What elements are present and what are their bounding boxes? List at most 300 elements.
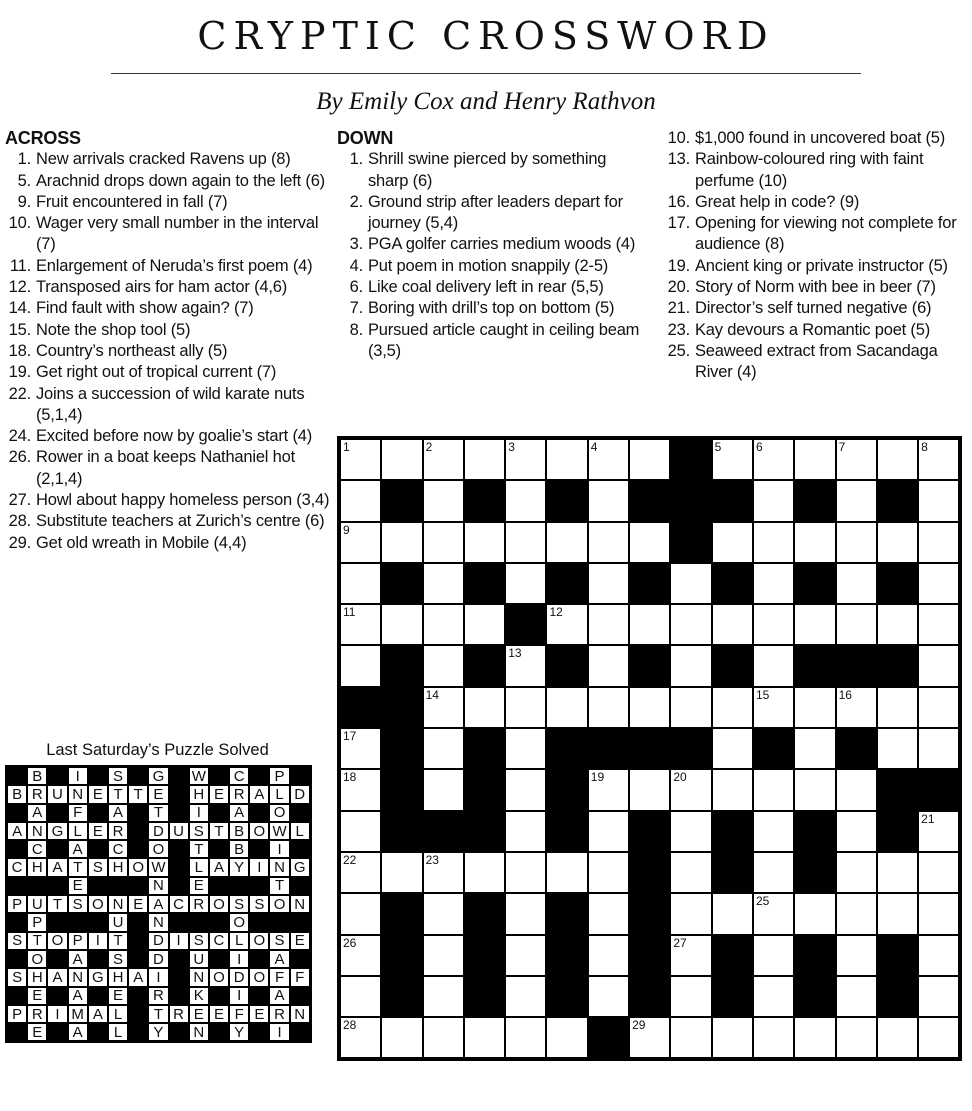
answer-cell[interactable] xyxy=(588,645,629,686)
solved-letter-cell: L xyxy=(68,822,88,840)
answer-cell[interactable] xyxy=(712,604,753,645)
answer-cell[interactable] xyxy=(836,935,877,976)
answer-cell[interactable] xyxy=(877,852,918,893)
answer-cell[interactable] xyxy=(836,480,877,521)
answer-cell[interactable] xyxy=(753,480,794,521)
cell-number: 3 xyxy=(508,440,515,454)
black-cell xyxy=(464,976,505,1017)
black-cell xyxy=(588,728,629,769)
grid-row xyxy=(340,935,959,976)
black-cell xyxy=(381,645,422,686)
black-cell xyxy=(381,563,422,604)
answer-cell[interactable] xyxy=(588,522,629,563)
answer-cell[interactable] xyxy=(546,687,587,728)
answer-cell[interactable] xyxy=(423,480,464,521)
answer-cell[interactable] xyxy=(877,439,918,480)
solved-letter-cell: O xyxy=(27,950,47,968)
solved-black-cell xyxy=(290,767,310,785)
answer-cell[interactable] xyxy=(588,852,629,893)
answer-cell[interactable] xyxy=(423,852,464,893)
black-cell xyxy=(712,976,753,1017)
black-cell xyxy=(588,1017,629,1058)
across-clue xyxy=(5,426,330,447)
answer-cell[interactable] xyxy=(670,769,711,810)
black-cell xyxy=(546,811,587,852)
answer-cell[interactable] xyxy=(340,439,381,480)
clue-text: $1,000 found in uncovered boat (5) xyxy=(695,129,946,147)
grid-row xyxy=(340,439,959,480)
answer-cell[interactable] xyxy=(794,604,835,645)
solved-black-cell xyxy=(47,987,67,1005)
answer-cell[interactable] xyxy=(381,439,422,480)
solved-black-cell xyxy=(249,1023,269,1041)
answer-cell[interactable] xyxy=(670,976,711,1017)
answer-cell[interactable] xyxy=(712,893,753,934)
answer-cell[interactable] xyxy=(423,687,464,728)
answer-cell[interactable] xyxy=(794,769,835,810)
clue-number: 26. xyxy=(8,448,31,467)
solved-row xyxy=(7,877,310,895)
answer-cell[interactable] xyxy=(670,645,711,686)
clue-number: 28. xyxy=(8,512,31,531)
solved-black-cell xyxy=(7,767,27,785)
answer-cell[interactable] xyxy=(588,811,629,852)
clue-text: Ancient king or private instructor (5) xyxy=(695,256,948,275)
across-clue xyxy=(5,511,330,532)
answer-cell[interactable] xyxy=(877,893,918,934)
solved-letter-cell: A xyxy=(68,1023,88,1041)
solved-letter-cell: I xyxy=(47,1005,67,1023)
answer-cell[interactable] xyxy=(629,687,670,728)
black-cell xyxy=(546,769,587,810)
clue-text: Kay devours a Romantic poet (5) xyxy=(695,320,930,339)
answer-cell[interactable] xyxy=(629,1017,670,1058)
solved-black-cell xyxy=(128,1023,148,1041)
answer-cell[interactable] xyxy=(794,687,835,728)
down-clue xyxy=(664,192,972,213)
answer-cell[interactable] xyxy=(588,976,629,1017)
clue-number: 17. xyxy=(667,214,690,233)
black-cell xyxy=(877,811,918,852)
solved-letter-cell: A xyxy=(249,785,269,803)
solved-letter-cell: T xyxy=(209,822,229,840)
answer-cell[interactable] xyxy=(505,893,546,934)
solved-letter-cell: W xyxy=(269,822,289,840)
cell-number: 15 xyxy=(755,687,770,702)
black-cell xyxy=(546,645,587,686)
answer-cell[interactable] xyxy=(588,687,629,728)
answer-cell[interactable] xyxy=(505,1017,546,1058)
solved-black-cell xyxy=(169,767,189,785)
grid-row xyxy=(340,604,959,645)
answer-cell[interactable] xyxy=(423,769,464,810)
answer-cell[interactable] xyxy=(753,439,794,480)
solved-black-cell xyxy=(7,877,27,895)
clue-number: 10. xyxy=(667,129,690,147)
across-clue xyxy=(5,384,330,427)
solved-black-cell xyxy=(88,1023,108,1041)
clue-text: Country’s northeast ally (5) xyxy=(36,341,228,360)
answer-cell[interactable] xyxy=(505,769,546,810)
clue-number: 23. xyxy=(667,320,690,339)
clue-text: Substitute teachers at Zurich’s centre (6) xyxy=(36,512,325,531)
black-cell xyxy=(423,811,464,852)
answer-cell[interactable] xyxy=(836,976,877,1017)
answer-cell[interactable] xyxy=(918,976,959,1017)
answer-cell[interactable] xyxy=(505,563,546,604)
black-cell xyxy=(629,811,670,852)
solved-letter-cell: L xyxy=(229,932,249,950)
answer-cell[interactable] xyxy=(794,522,835,563)
cell-number: 1 xyxy=(343,440,350,454)
solved-black-cell xyxy=(189,913,209,931)
answer-cell[interactable] xyxy=(753,687,794,728)
solved-letter-cell: A xyxy=(68,987,88,1005)
answer-cell[interactable] xyxy=(464,852,505,893)
answer-cell[interactable] xyxy=(423,439,464,480)
answer-cell[interactable] xyxy=(918,439,959,480)
answer-cell[interactable] xyxy=(588,439,629,480)
black-cell xyxy=(464,645,505,686)
answer-cell[interactable] xyxy=(546,1017,587,1058)
black-cell xyxy=(877,769,918,810)
answer-cell[interactable] xyxy=(505,439,546,480)
solved-letter-cell: K xyxy=(189,987,209,1005)
answer-cell[interactable] xyxy=(753,563,794,604)
answer-cell[interactable] xyxy=(918,893,959,934)
solved-black-cell xyxy=(290,950,310,968)
solved-letter-cell: N xyxy=(148,913,168,931)
solved-letter-cell: U xyxy=(108,913,128,931)
answer-cell[interactable] xyxy=(712,439,753,480)
answer-cell[interactable] xyxy=(918,852,959,893)
answer-cell[interactable] xyxy=(836,522,877,563)
answer-cell[interactable] xyxy=(505,480,546,521)
solved-letter-cell: D xyxy=(148,932,168,950)
answer-cell[interactable] xyxy=(588,769,629,810)
answer-cell[interactable] xyxy=(918,687,959,728)
answer-cell[interactable] xyxy=(712,769,753,810)
solved-letter-cell: O xyxy=(269,895,289,913)
answer-cell[interactable] xyxy=(381,604,422,645)
solved-letter-cell: H xyxy=(108,858,128,876)
solved-letter-cell: O xyxy=(269,804,289,822)
answer-cell[interactable] xyxy=(505,687,546,728)
cell-number: 20 xyxy=(673,770,687,785)
answer-cell[interactable] xyxy=(918,935,959,976)
answer-cell[interactable] xyxy=(753,645,794,686)
answer-cell[interactable] xyxy=(546,604,587,645)
clue-number: 19. xyxy=(8,363,31,382)
answer-cell[interactable] xyxy=(546,522,587,563)
solved-letter-cell: E xyxy=(148,785,168,803)
solved-letter-cell: H xyxy=(108,968,128,986)
answer-cell[interactable] xyxy=(629,769,670,810)
black-cell xyxy=(381,687,422,728)
answer-cell[interactable] xyxy=(877,1017,918,1058)
answer-cell[interactable] xyxy=(712,1017,753,1058)
answer-cell[interactable] xyxy=(464,522,505,563)
answer-cell[interactable] xyxy=(712,522,753,563)
solved-black-cell xyxy=(88,950,108,968)
answer-cell[interactable] xyxy=(340,935,381,976)
answer-cell[interactable] xyxy=(836,893,877,934)
solved-letter-cell: U xyxy=(189,950,209,968)
answer-cell[interactable] xyxy=(505,522,546,563)
solved-letter-cell: L xyxy=(108,1023,128,1041)
solved-black-cell xyxy=(7,1023,27,1041)
answer-cell[interactable] xyxy=(340,811,381,852)
answer-cell[interactable] xyxy=(546,439,587,480)
answer-cell[interactable] xyxy=(918,522,959,563)
down-clue-list-continued xyxy=(664,128,972,384)
answer-cell[interactable] xyxy=(423,935,464,976)
across-clue xyxy=(5,447,330,490)
black-cell xyxy=(381,480,422,521)
answer-cell[interactable] xyxy=(836,852,877,893)
solved-black-cell xyxy=(169,877,189,895)
black-cell xyxy=(464,563,505,604)
solved-letter-cell: P xyxy=(27,913,47,931)
solved-black-cell xyxy=(169,968,189,986)
answer-cell[interactable] xyxy=(794,439,835,480)
answer-cell[interactable] xyxy=(712,728,753,769)
answer-cell[interactable] xyxy=(588,604,629,645)
answer-cell[interactable] xyxy=(670,563,711,604)
solved-black-cell xyxy=(209,987,229,1005)
answer-cell[interactable] xyxy=(588,893,629,934)
cell-number: 11 xyxy=(343,605,356,620)
clue-text: Enlargement of Neruda’s first poem (4) xyxy=(36,256,313,275)
answer-cell[interactable] xyxy=(629,604,670,645)
answer-cell[interactable] xyxy=(340,645,381,686)
black-cell xyxy=(546,935,587,976)
solved-letter-cell: S xyxy=(108,767,128,785)
answer-cell[interactable] xyxy=(505,976,546,1017)
answer-cell[interactable] xyxy=(753,604,794,645)
solved-letter-cell: L xyxy=(189,858,209,876)
clue-text: Joins a succession of wild karate nuts (5,1,4) xyxy=(36,384,305,424)
solved-letter-cell: E xyxy=(290,932,310,950)
black-cell xyxy=(464,728,505,769)
answer-cell[interactable] xyxy=(423,645,464,686)
answer-cell[interactable] xyxy=(877,687,918,728)
answer-cell[interactable] xyxy=(464,1017,505,1058)
answer-cell[interactable] xyxy=(340,604,381,645)
solved-letter-cell: T xyxy=(269,877,289,895)
cell-number: 28 xyxy=(343,1018,357,1033)
answer-cell[interactable] xyxy=(423,1017,464,1058)
answer-cell[interactable] xyxy=(753,769,794,810)
answer-cell[interactable] xyxy=(629,522,670,563)
answer-cell[interactable] xyxy=(381,1017,422,1058)
black-cell xyxy=(381,976,422,1017)
answer-cell[interactable] xyxy=(918,645,959,686)
answer-cell[interactable] xyxy=(340,563,381,604)
answer-cell[interactable] xyxy=(670,811,711,852)
solved-letter-cell: A xyxy=(68,950,88,968)
answer-cell[interactable] xyxy=(505,645,546,686)
answer-cell[interactable] xyxy=(588,480,629,521)
solved-letter-cell: A xyxy=(148,895,168,913)
clue-text: Howl about happy homeless person (3,4) xyxy=(36,491,330,510)
answer-cell[interactable] xyxy=(794,1017,835,1058)
answer-cell[interactable] xyxy=(505,728,546,769)
answer-cell[interactable] xyxy=(753,935,794,976)
answer-cell[interactable] xyxy=(505,852,546,893)
answer-cell[interactable] xyxy=(423,728,464,769)
answer-cell[interactable] xyxy=(877,728,918,769)
answer-cell[interactable] xyxy=(753,522,794,563)
solved-letter-cell: E xyxy=(189,877,209,895)
solved-letter-cell: N xyxy=(108,895,128,913)
answer-cell[interactable] xyxy=(423,604,464,645)
solved-black-cell xyxy=(47,804,67,822)
solved-letter-cell: T xyxy=(189,840,209,858)
solved-letter-cell: H xyxy=(189,785,209,803)
answer-cell[interactable] xyxy=(340,522,381,563)
clue-text: Like coal delivery left in rear (5,5) xyxy=(368,278,604,297)
grid-row xyxy=(340,852,959,893)
answer-cell[interactable] xyxy=(753,811,794,852)
black-cell xyxy=(464,935,505,976)
answer-cell[interactable] xyxy=(753,893,794,934)
answer-cell[interactable] xyxy=(836,563,877,604)
across-clue xyxy=(5,298,330,319)
answer-cell[interactable] xyxy=(670,1017,711,1058)
clue-text: Pursued article caught in ceiling beam (3,5) xyxy=(368,320,640,360)
answer-cell[interactable] xyxy=(670,935,711,976)
black-cell xyxy=(546,563,587,604)
black-cell xyxy=(753,728,794,769)
clue-number: 7. xyxy=(349,299,363,318)
answer-cell[interactable] xyxy=(836,604,877,645)
solved-black-cell xyxy=(290,840,310,858)
answer-cell[interactable] xyxy=(918,604,959,645)
grid-row xyxy=(340,645,959,686)
answer-cell[interactable] xyxy=(918,563,959,604)
solved-row xyxy=(7,950,310,968)
answer-cell[interactable] xyxy=(423,976,464,1017)
solved-letter-cell: T xyxy=(148,804,168,822)
clue-text: Great help in code? (9) xyxy=(695,192,860,211)
black-cell xyxy=(794,563,835,604)
answer-cell[interactable] xyxy=(588,935,629,976)
solved-row xyxy=(7,840,310,858)
answer-cell[interactable] xyxy=(836,1017,877,1058)
black-cell xyxy=(712,935,753,976)
answer-cell[interactable] xyxy=(464,439,505,480)
solved-letter-cell: C xyxy=(229,767,249,785)
answer-cell[interactable] xyxy=(381,852,422,893)
answer-cell[interactable] xyxy=(712,687,753,728)
answer-cell[interactable] xyxy=(340,852,381,893)
answer-cell[interactable] xyxy=(836,439,877,480)
answer-cell[interactable] xyxy=(423,522,464,563)
answer-cell[interactable] xyxy=(918,1017,959,1058)
answer-cell[interactable] xyxy=(464,604,505,645)
solved-letter-cell: Y xyxy=(229,858,249,876)
grid-row xyxy=(340,687,959,728)
answer-cell[interactable] xyxy=(877,604,918,645)
answer-cell[interactable] xyxy=(340,728,381,769)
solved-letter-cell: A xyxy=(88,1005,108,1023)
answer-cell[interactable] xyxy=(381,522,422,563)
solved-letter-cell: I xyxy=(88,932,108,950)
answer-cell[interactable] xyxy=(753,852,794,893)
down-clue xyxy=(337,298,642,319)
answer-cell[interactable] xyxy=(918,728,959,769)
clue-number: 14. xyxy=(8,299,31,318)
answer-cell[interactable] xyxy=(836,811,877,852)
answer-cell[interactable] xyxy=(670,687,711,728)
solved-black-cell xyxy=(209,913,229,931)
answer-cell[interactable] xyxy=(670,893,711,934)
clue-number: 2. xyxy=(349,192,363,211)
answer-cell[interactable] xyxy=(918,811,959,852)
cell-number: 21 xyxy=(921,811,935,826)
solved-grid xyxy=(5,765,312,1043)
answer-cell[interactable] xyxy=(464,687,505,728)
clue-text: Ground strip after leaders depart for journey (5,4) xyxy=(368,192,623,233)
answer-cell[interactable] xyxy=(505,811,546,852)
clue-text: Wager very small number in the interval (7) xyxy=(36,214,319,254)
solved-row xyxy=(7,932,310,950)
solved-letter-cell: P xyxy=(7,1005,27,1023)
answer-cell[interactable] xyxy=(340,893,381,934)
answer-cell[interactable] xyxy=(423,893,464,934)
answer-cell[interactable] xyxy=(877,522,918,563)
solved-black-cell xyxy=(209,1023,229,1041)
answer-cell[interactable] xyxy=(918,480,959,521)
answer-cell[interactable] xyxy=(546,852,587,893)
solved-black-cell xyxy=(47,877,67,895)
answer-cell[interactable] xyxy=(340,976,381,1017)
answer-cell[interactable] xyxy=(836,769,877,810)
answer-cell[interactable] xyxy=(753,1017,794,1058)
answer-cell[interactable] xyxy=(340,769,381,810)
answer-cell[interactable] xyxy=(340,1017,381,1058)
answer-cell[interactable] xyxy=(836,687,877,728)
answer-cell[interactable] xyxy=(505,935,546,976)
answer-cell[interactable] xyxy=(423,563,464,604)
answer-cell[interactable] xyxy=(753,976,794,1017)
answer-cell[interactable] xyxy=(340,480,381,521)
solved-letter-cell: U xyxy=(169,822,189,840)
answer-cell[interactable] xyxy=(588,563,629,604)
solved-letter-cell: I xyxy=(269,1023,289,1041)
clue-text: Shrill swine pierced by something sharp (6) xyxy=(368,150,607,190)
solved-letter-cell: S xyxy=(229,895,249,913)
solved-letter-cell: N xyxy=(269,858,289,876)
solved-letter-cell: I xyxy=(229,950,249,968)
cell-number: 9 xyxy=(343,522,350,537)
across-clue xyxy=(5,213,330,256)
solved-black-cell xyxy=(269,913,289,931)
answer-cell[interactable] xyxy=(670,604,711,645)
answer-cell[interactable] xyxy=(629,439,670,480)
solved-black-cell xyxy=(88,987,108,1005)
solved-letter-cell: A xyxy=(209,858,229,876)
grid-row xyxy=(340,976,959,1017)
across-clue xyxy=(5,533,330,554)
black-cell xyxy=(546,893,587,934)
cell-number: 29 xyxy=(632,1018,646,1033)
solved-letter-cell: N xyxy=(68,785,88,803)
answer-cell[interactable] xyxy=(794,893,835,934)
answer-cell[interactable] xyxy=(670,852,711,893)
answer-cell[interactable] xyxy=(794,728,835,769)
